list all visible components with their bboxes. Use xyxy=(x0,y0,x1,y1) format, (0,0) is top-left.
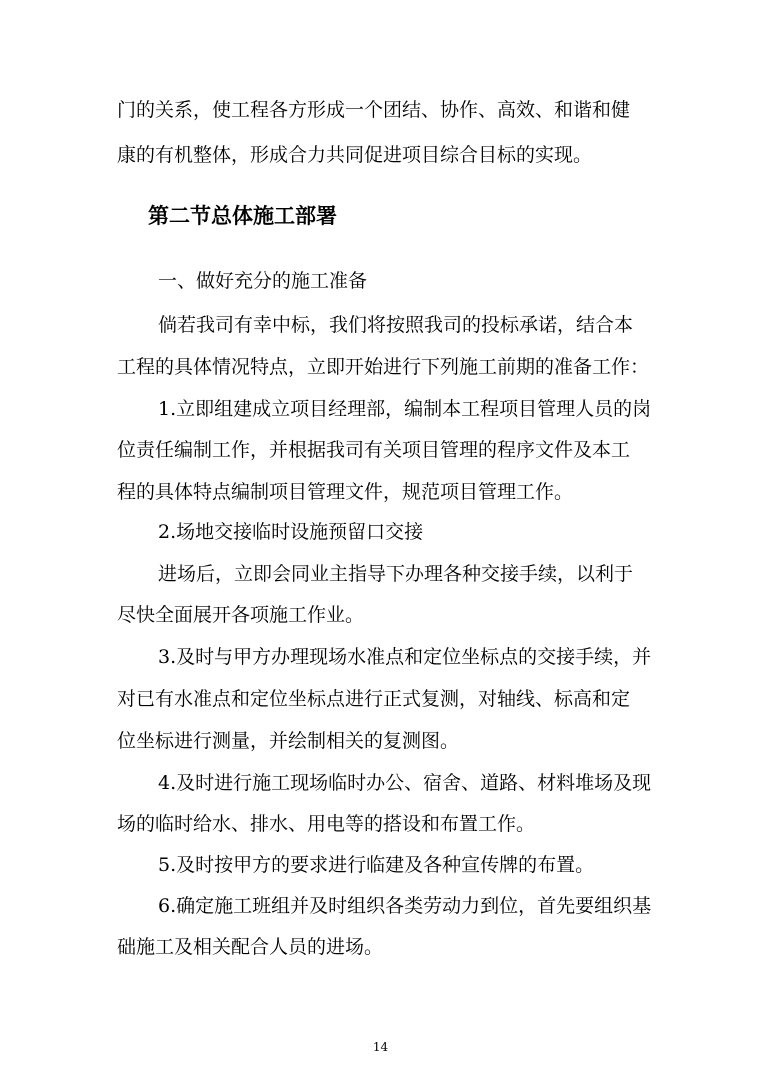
list-item-line: 2.场地交接临时设施预留口交接 xyxy=(158,521,424,543)
body-text-line: 础施工及相关配合人员的进场。 xyxy=(117,936,384,958)
list-item-line: 4.及时进行施工现场临时办公、宿舍、道路、材料堆场及现 xyxy=(158,772,652,794)
list-item-line: 1.立即组建成立项目经理部，编制本工程项目管理人员的岗 xyxy=(158,398,652,420)
list-item-line: 5.及时按甲方的要求进行临建及各种宣传牌的布置。 xyxy=(158,854,595,876)
body-text-line: 进场后，立即会同业主指导下办理各种交接手续，以利于 xyxy=(158,563,634,585)
body-text-line: 康的有机整体，形成合力共同促进项目综合目标的实现。 xyxy=(117,144,593,166)
body-text-line: 工程的具体情况特点，立即开始进行下列施工前期的准备工作： xyxy=(117,356,650,378)
body-text-line: 尽快全面展开各项施工作业。 xyxy=(117,604,365,626)
list-item-line: 3.及时与甲方办理现场水准点和定位坐标点的交接手续，并 xyxy=(158,646,652,668)
section-heading: 第二节总体施工部署 xyxy=(148,203,337,228)
list-item-line: 6.确定施工班组并及时组织各类劳动力到位，首先要组织基 xyxy=(158,895,652,917)
body-text-line: 场的临时给水、排水、用电等的搭设和布置工作。 xyxy=(117,813,536,835)
page-number: 14 xyxy=(372,1040,389,1054)
body-text-line: 对已有水准点和定位坐标点进行正式复测，对轴线、标高和定 xyxy=(117,688,631,710)
body-text-line: 位责任编制工作，并根据我司有关项目管理的程序文件及本工 xyxy=(117,439,631,461)
body-text-line: 倘若我司有幸中标，我们将按照我司的投标承诺，结合本 xyxy=(158,314,634,336)
body-text-line: 位坐标进行测量，并绘制相关的复测图。 xyxy=(117,730,460,752)
body-text-line: 程的具体特点编制项目管理文件，规范项目管理工作。 xyxy=(117,481,574,503)
body-text-line: 门的关系，使工程各方形成一个团结、协作、高效、和谐和健 xyxy=(117,99,631,121)
subsection-heading: 一、做好充分的施工准备 xyxy=(158,270,368,292)
